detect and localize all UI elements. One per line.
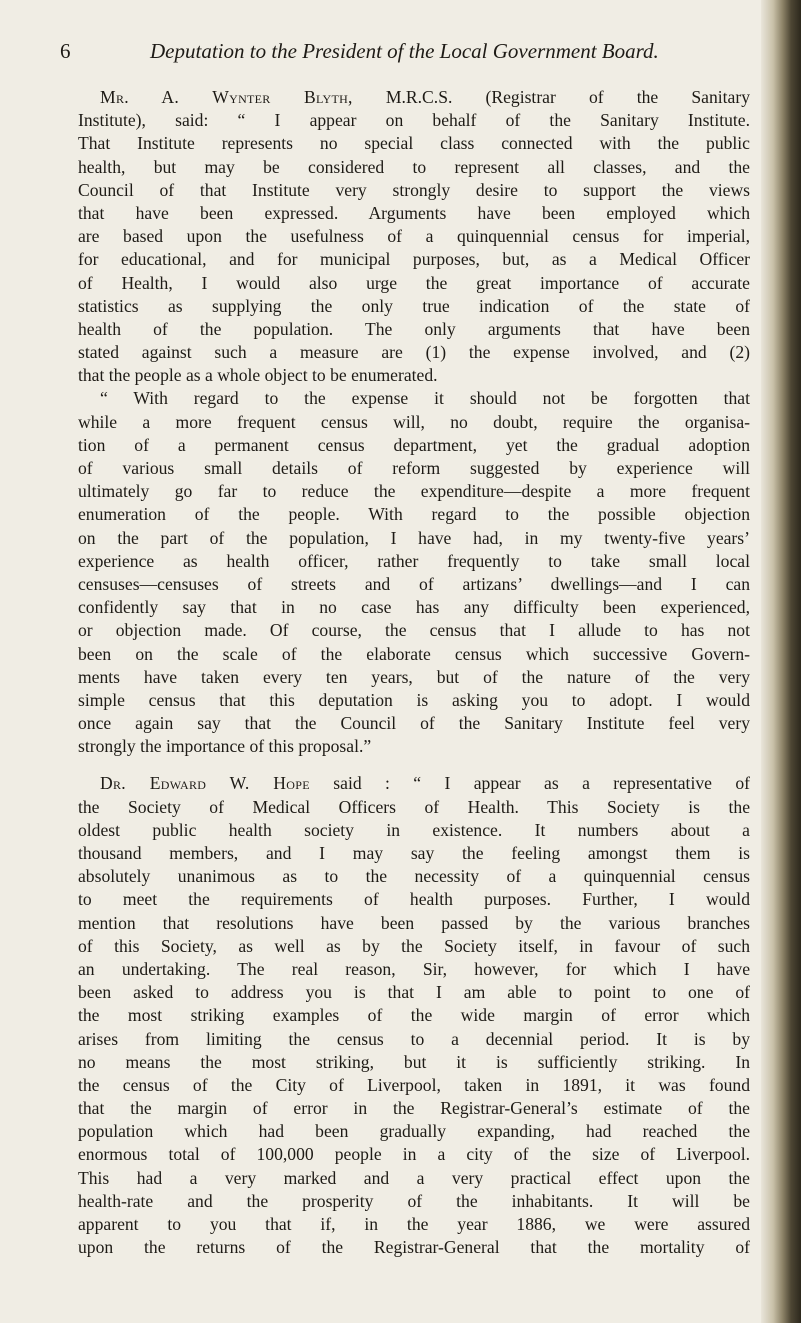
text-line: absolutely unanimous as to the necessity of a quinquennial census xyxy=(78,866,750,887)
text-line: thousand members, and I may say the feeling amongst them is xyxy=(78,843,750,863)
text-line: health of the population. The only arguments that have been xyxy=(78,318,750,339)
speaker-name: Dr. Edward W. Hope xyxy=(100,773,310,794)
text-line: once again say that the Council of the Sanitary Institute feel very xyxy=(78,713,750,734)
text-line: oldest public health society in existence. It numbers about a xyxy=(78,819,750,840)
text-line: stated against such a measure are (1) the expense involved, and (2) xyxy=(78,342,750,363)
paragraph-spacer xyxy=(78,758,750,772)
text-line: for educational, and for municipal purposes, but, as a Medical Officer xyxy=(78,249,750,270)
text-line: That Institute represents no special class connected with the public xyxy=(78,133,750,154)
text-line: Institute), said: “ I appear on behalf of the Sanitary Institute. xyxy=(78,110,750,131)
body-text xyxy=(78,86,750,1259)
text-line: apparent to you that if, in the year 1886, we were assured xyxy=(78,1214,750,1234)
text-line: the Society of Medical Officers of Health. This Society is the xyxy=(78,796,750,817)
text-line: of Health, I would also urge the great importance of accurate xyxy=(78,272,750,293)
paragraph-blyth xyxy=(78,86,750,758)
text-line: population which had been gradually expanding, had reached the xyxy=(78,1121,750,1142)
text-line: This had a very marked and a very practical effect upon the xyxy=(78,1167,750,1188)
text-line: “ With regard to the expense it should not be forgotten that xyxy=(100,388,750,409)
text-line: experience as health officer, rather frequently to take small local xyxy=(78,550,750,571)
text-line: confidently say that in no case has any difficulty been experienced, xyxy=(78,597,750,618)
text-line: that the margin of error in the Registrar-General’s estimate of the xyxy=(78,1098,750,1119)
text-line: been asked to address you is that I am able to point to one of xyxy=(78,982,750,1003)
text-line: that have been expressed. Arguments have been employed which xyxy=(78,202,750,223)
text-line: ments have taken every ten years, but of the nature of the very xyxy=(78,666,750,687)
text-line: enormous total of 100,000 people in a city of the size of Liverpool. xyxy=(78,1144,750,1165)
paragraph-hope xyxy=(78,772,750,1259)
page-number: 6 xyxy=(60,39,71,63)
text-line: Dr. Edward W. Hope said : “ I appear as a representative of xyxy=(100,773,750,794)
text-line: Mr. A. Wynter Blyth, M.R.C.S. (Registrar of the Sanitary xyxy=(100,87,750,107)
text-line: on the part of the population, I have had, in my twenty-five years’ xyxy=(78,527,750,548)
text-line: of this Society, as well as by the Society itself, in favour of such xyxy=(78,935,750,956)
text-line: no means the most striking, but it is sufficiently striking. In xyxy=(78,1051,750,1072)
text-line: an undertaking. The real reason, Sir, however, for which I have xyxy=(78,958,750,979)
text-line: been on the scale of the elaborate census which successive Govern- xyxy=(78,643,750,664)
text-line: Council of that Institute very strongly desire to support the views xyxy=(78,179,750,200)
speaker-name: Mr. A. Wynter Blyth, xyxy=(100,87,353,107)
page-binding-edge xyxy=(761,0,801,1323)
text-line: statistics as supplying the only true indication of the state of xyxy=(78,295,750,316)
text-line: upon the returns of the Registrar-General that the mortality of xyxy=(78,1237,750,1258)
text-line: of various small details of reform suggested by experience will xyxy=(78,458,750,478)
text-line: simple census that this deputation is asking you to adopt. I would xyxy=(78,689,750,710)
text-line: the census of the City of Liverpool, taken in 1891, it was found xyxy=(78,1074,750,1095)
text-line: tion of a permanent census department, yet the gradual adoption xyxy=(78,434,750,455)
text-line: health-rate and the prosperity of the inhabitants. It will be xyxy=(78,1190,750,1211)
text-line: censuses—censuses of streets and of artizans’ dwellings—and I can xyxy=(78,573,750,594)
text-line: mention that resolutions have been passed by the various branches xyxy=(78,912,750,933)
text-line: ultimately go far to reduce the expenditure—despite a more frequent xyxy=(78,481,750,502)
text-line: are based upon the usefulness of a quinquennial census for imperial, xyxy=(78,226,750,247)
text-line: to meet the requirements of health purposes. Further, I would xyxy=(78,889,750,910)
text-line: enumeration of the people. With regard to the possible objection xyxy=(78,504,750,525)
running-header xyxy=(60,39,740,65)
text-line: health, but may be considered to represent all classes, and the xyxy=(78,156,750,177)
text-line: strongly the importance of this proposal.” xyxy=(78,736,372,757)
text-line: or objection made. Of course, the census that I allude to has not xyxy=(78,620,750,641)
text-line: arises from limiting the census to a decennial period. It is by xyxy=(78,1028,750,1049)
text-line: the most striking examples of the wide margin of error which xyxy=(78,1005,750,1026)
running-title: Deputation to the President of the Local Government Board. xyxy=(150,39,659,63)
text-line: while a more frequent census will, no doubt, require the organisa- xyxy=(78,411,750,432)
text-line: that the people as a whole object to be enumerated. xyxy=(78,365,438,386)
